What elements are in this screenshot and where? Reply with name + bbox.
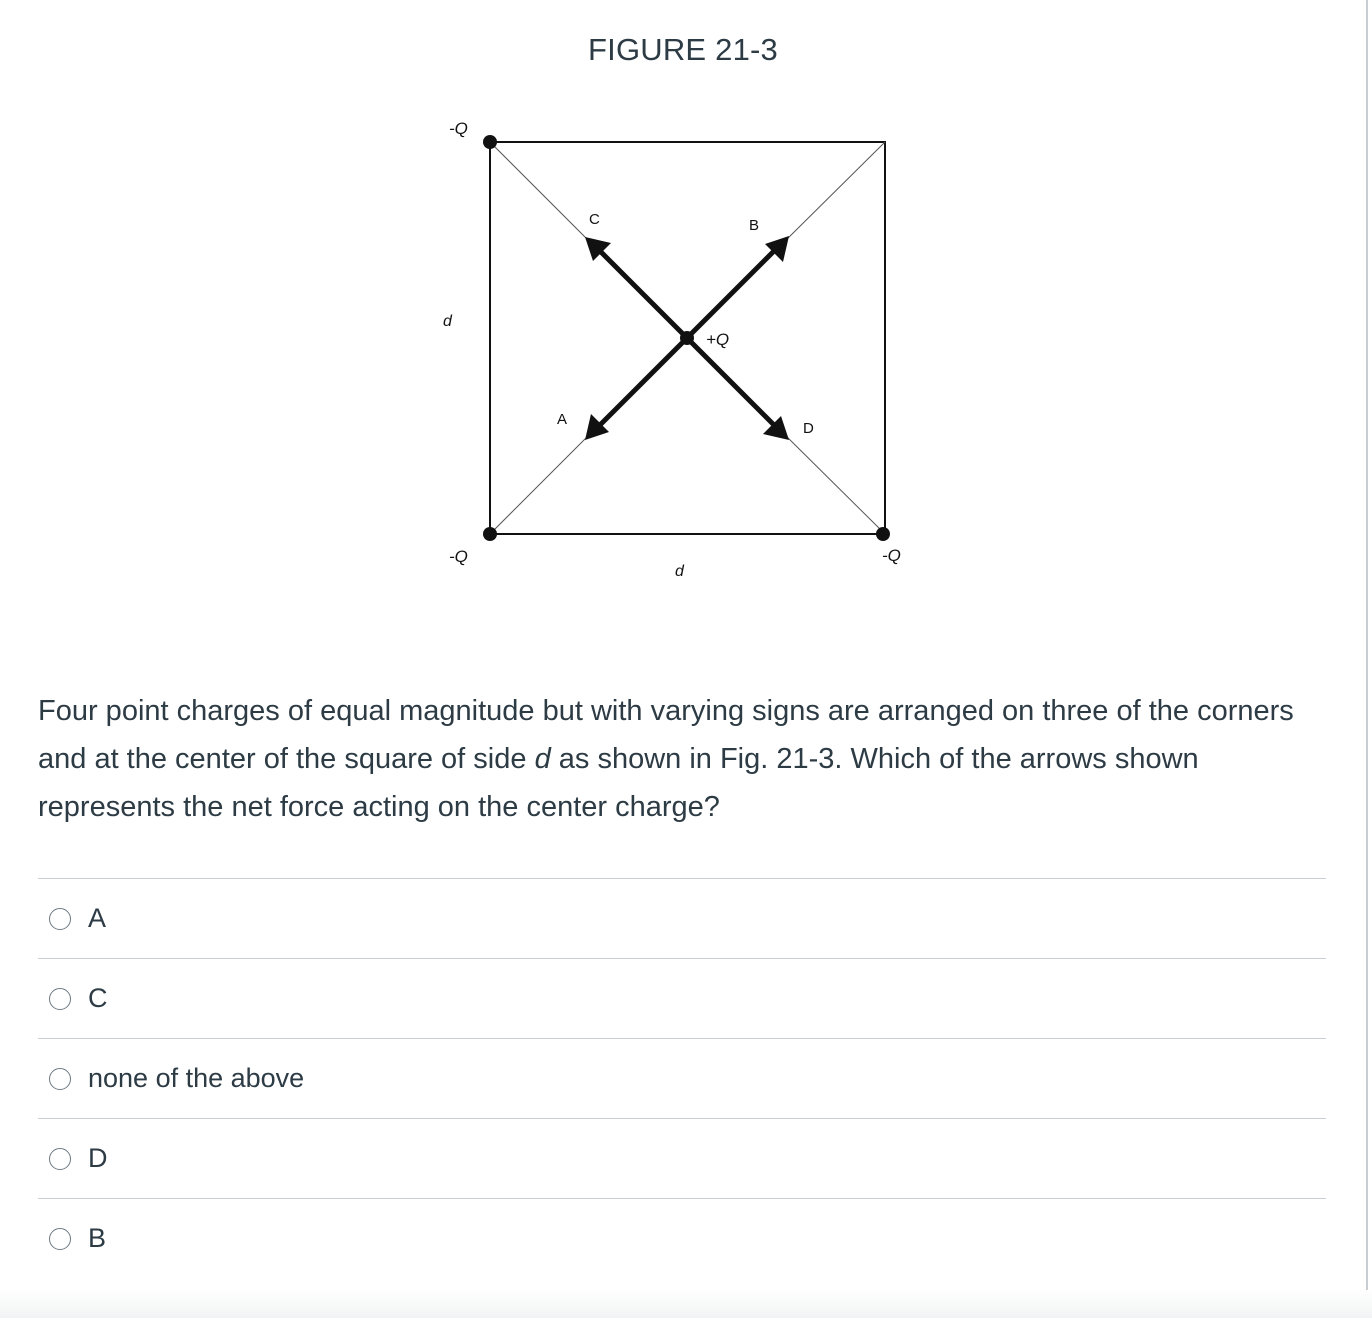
diagonal-bottom-right bbox=[778, 428, 885, 534]
answer-option-a[interactable] bbox=[38, 878, 1326, 958]
radio-button[interactable] bbox=[49, 1148, 71, 1170]
radio-button[interactable] bbox=[49, 908, 71, 930]
answer-list bbox=[38, 878, 1326, 1278]
answer-option-c[interactable] bbox=[38, 958, 1326, 1038]
answer-label: none of the above bbox=[88, 1063, 305, 1093]
label-center-charge: +Q bbox=[706, 330, 730, 349]
question-text-part2: as shown in Fig. 21-3. Which of the arrows shown represents the net force acting on the center charge? bbox=[38, 743, 1199, 823]
label-side-bottom: d bbox=[675, 563, 684, 580]
charge-square-figure bbox=[0, 0, 1366, 620]
diagonal-top-left bbox=[490, 142, 596, 248]
answer-option-none[interactable] bbox=[38, 1038, 1326, 1118]
label-bottom-right-charge: -Q bbox=[882, 546, 901, 565]
diagonal-top-right bbox=[778, 142, 885, 248]
label-arrow-d: D bbox=[803, 420, 814, 437]
radio-button[interactable] bbox=[49, 1228, 71, 1250]
label-bottom-left-charge: -Q bbox=[449, 547, 468, 566]
diagonal-bottom-left bbox=[490, 428, 596, 534]
arrow-b-shaft bbox=[687, 249, 776, 338]
answer-label: C bbox=[88, 983, 108, 1013]
label-side-left: d bbox=[443, 313, 452, 330]
arrow-a-shaft bbox=[598, 338, 687, 427]
question-text-italic: d bbox=[534, 743, 551, 775]
label-top-left-charge: -Q bbox=[449, 119, 468, 138]
charge-bottom-right bbox=[876, 527, 890, 541]
answer-label: D bbox=[88, 1143, 108, 1173]
question-text bbox=[38, 687, 1338, 831]
arrow-c-shaft bbox=[600, 251, 687, 338]
page-bottom-band bbox=[0, 1290, 1372, 1318]
charge-top-left bbox=[483, 135, 497, 149]
page-right-border bbox=[1366, 0, 1368, 1318]
label-arrow-c: C bbox=[589, 211, 600, 228]
radio-button[interactable] bbox=[49, 1068, 71, 1090]
answer-label: B bbox=[88, 1223, 107, 1253]
radio-button[interactable] bbox=[49, 988, 71, 1010]
charge-center bbox=[680, 331, 694, 345]
answer-option-b[interactable] bbox=[38, 1198, 1326, 1278]
arrow-d-shaft bbox=[687, 338, 775, 426]
answer-label: A bbox=[88, 903, 107, 933]
charge-bottom-left bbox=[483, 527, 497, 541]
label-arrow-b: B bbox=[749, 217, 760, 234]
answer-option-d[interactable] bbox=[38, 1118, 1326, 1198]
label-arrow-a: A bbox=[557, 411, 568, 428]
question-text-part1: Four point charges of equal magnitude but with varying signs are arranged on three of the corners and at the center of the square of side bbox=[38, 695, 1294, 775]
figure-title: FIGURE 21-3 bbox=[588, 32, 778, 67]
